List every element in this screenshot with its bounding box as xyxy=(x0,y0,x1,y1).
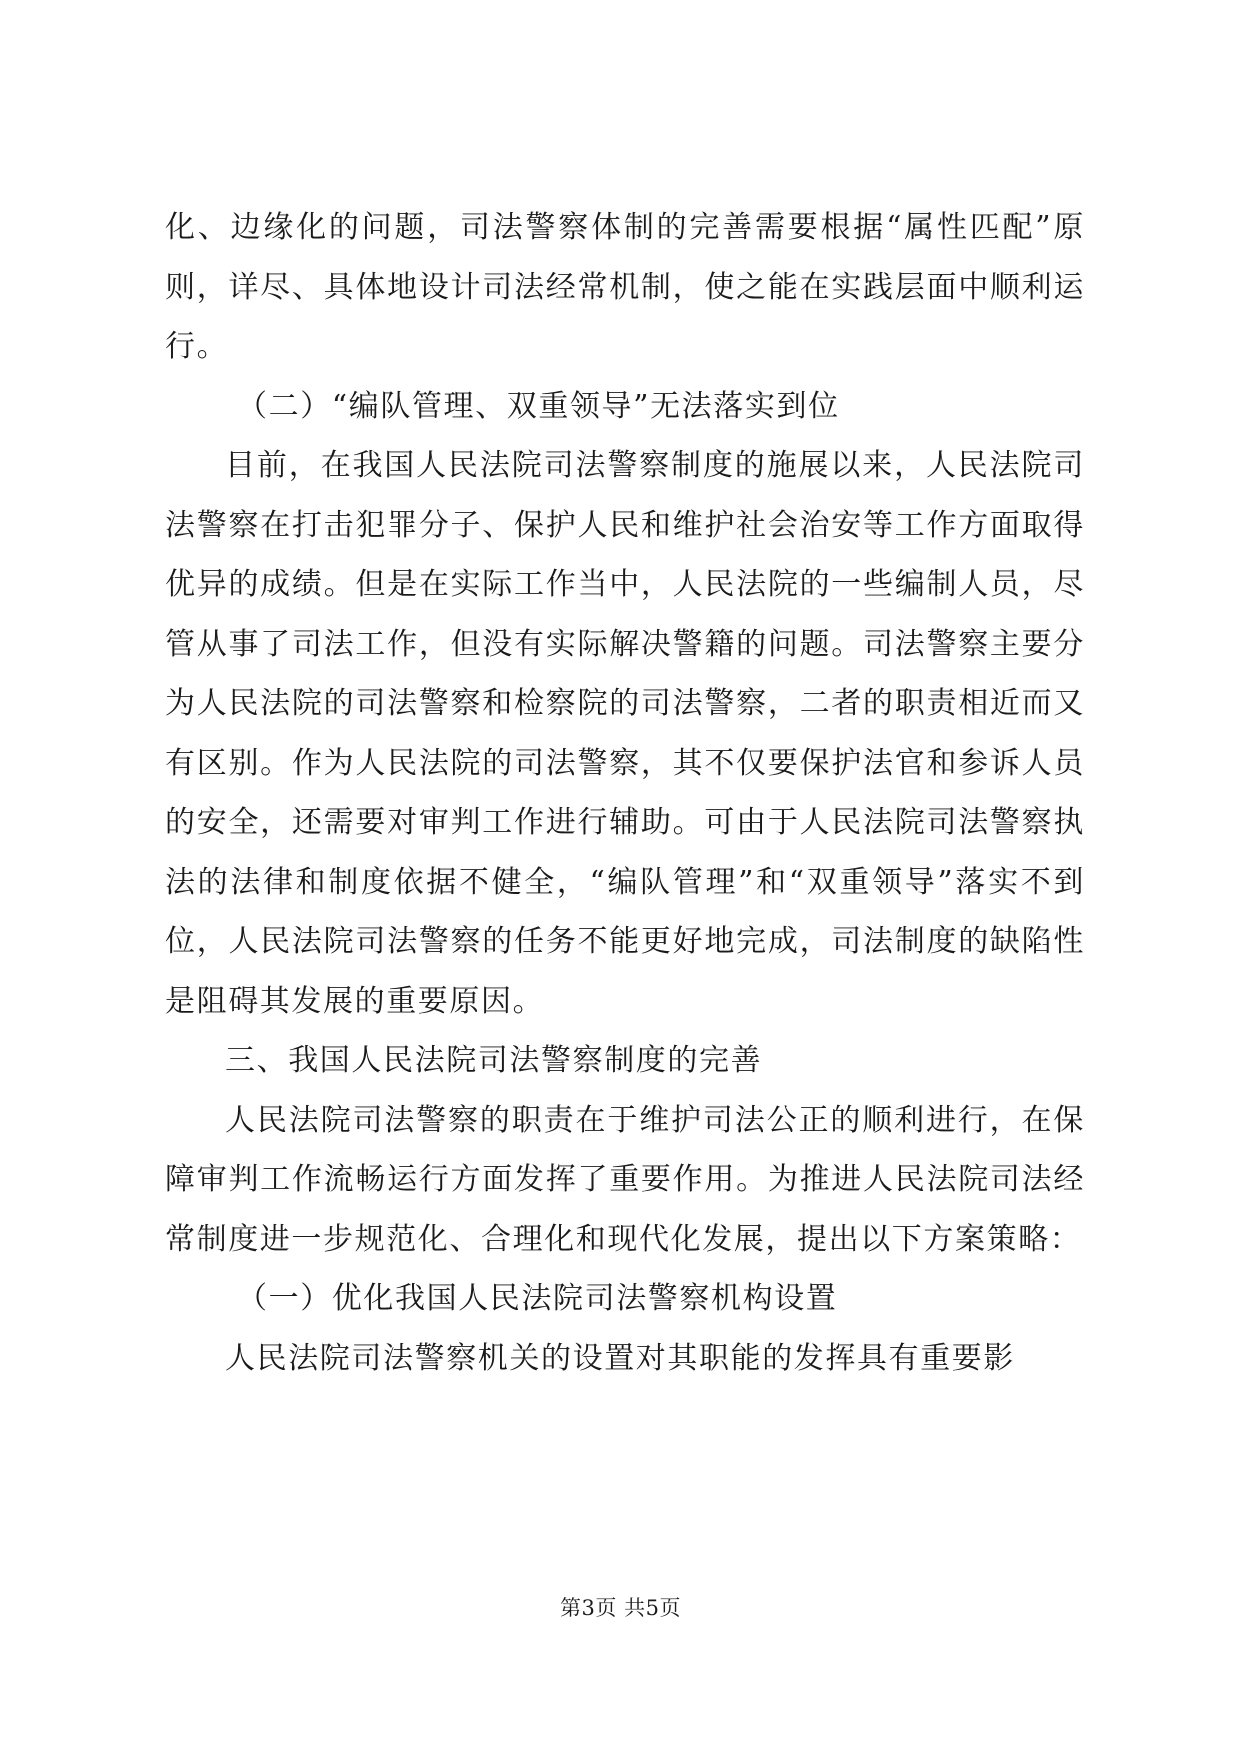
document-body xyxy=(165,198,1085,1388)
paragraph-continuation: 化、边缘化的问题，司法警察体制的完善需要根据“属性匹配”原则，详尽、具体地设计司法经常机制，使之能在实践层面中顺利运行。 xyxy=(165,210,1085,364)
paragraph-body: 人民法院司法警察机关的设置对其职能的发挥具有重要影 xyxy=(225,1340,1015,1376)
paragraph-body: 人民法院司法警察的职责在于维护司法公正的顺利进行，在保障审判工作流畅运行方面发挥了重要作用。为推进人民法院司法经常制度进一步规范化、合理化和现代化发展，提出以下方案策略： xyxy=(165,1102,1085,1257)
section-heading-3: 三、我国人民法院司法警察制度的完善 xyxy=(225,1043,763,1078)
page-number-footer: 第3页 共5页 xyxy=(560,1596,681,1620)
section-subheading-2: （二）“编队管理、双重领导”无法落实到位 xyxy=(237,388,840,424)
section-subheading-1: （一）优化我国人民法院司法警察机构设置 xyxy=(237,1281,838,1316)
paragraph-body: 目前，在我国人民法院司法警察制度的施展以来，人民法院司法警察在打击犯罪分子、保护人民和维护社会治安等工作方面取得优异的成绩。但是在实际工作当中，人民法院的一些编制人员，尽管从事了司法工作，但没有实际解决警籍的问题。司法警察主要分为人民法院的司法警察和检察院的司法警察，二者的职责相近而又有区别。作为人民法院的司法警察，其不仅要保护法官和参诉人员的安全，还需要对审判工作进行辅助。可由于人民法院司法警察执法的法律和制度依据不健全，“编队管理”和“双重领导”落实不到位，人民法院司法警察的任务不能更好地完成，司法制度的缺陷性是阻碍其发展的重要原因。 xyxy=(165,448,1085,1019)
